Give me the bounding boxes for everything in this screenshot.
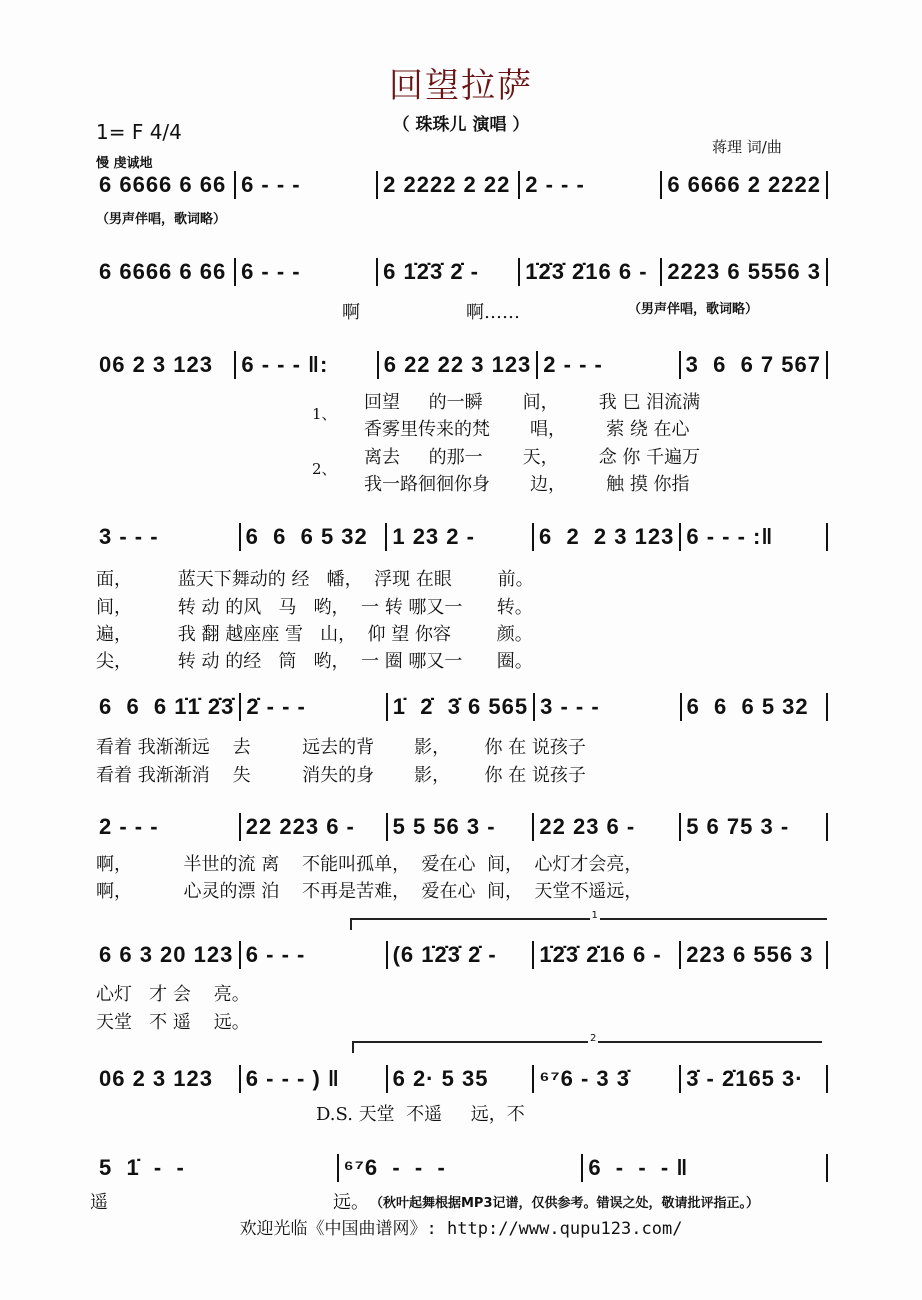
volta-1 [350,910,827,930]
transcriber-credit: （秋叶起舞根据MP3记谱，仅供参考。错误之处，敬请批评指正。） [370,1196,760,1211]
notation-row [94,257,828,287]
measure: 6 2 2 3 123 [539,524,675,549]
lyric-line: 我一路徊徊你身 边， 触 摸 你指 [364,474,690,495]
measure: 6 - - - [241,259,301,284]
measure: 6 1̇2̇3̇ 2̇ - [383,259,479,284]
measure: 2 - - - [525,172,585,197]
lyric-line: 看着 我渐渐消 失 消失的身 影， 你 在 说孩子 [96,765,586,786]
lyric-ah-2: 啊…… [466,302,520,323]
measure: 6 6666 6 66 [99,172,227,197]
measure: 3 - - - [99,524,159,549]
measure: 6 22 22 3 123 [383,352,532,377]
tempo-marking: 慢 虔诚地 [96,156,153,171]
measure: 5 5 56 3 - [392,814,496,839]
measure: 6 - - - ‖ [588,1155,689,1180]
measure: 1̇2̇3̇ 2̇16 6 - [525,259,648,284]
verse-2-label: 2、 [312,460,337,478]
lyric-line: 离去 的那一 天， 念 你 千遍万 [364,447,701,468]
verse-1-label: 1、 [312,405,337,423]
bar-line [826,523,828,551]
measure: 6 6666 2 2222 [667,172,822,197]
volta-2-label: 2 [590,1033,597,1044]
bar-line [826,1154,828,1182]
measure: 06 2 3 123 [99,352,213,377]
measure: 06 2 3 123 [99,1066,213,1091]
male-chorus-note: （男声伴唱，歌词略） [96,212,227,227]
bar-line [826,813,828,841]
key-signature: 1= F 4/4 [96,120,182,144]
lyric-line: 远。 [333,1192,369,1213]
measure: 6 6 3 20 123 [99,942,234,967]
measure: 6 6 6 5 32 [686,694,809,719]
measure: 6 6 6 5 32 [245,524,368,549]
measure: 6 - - - [241,172,301,197]
lyric-ah: 啊 [342,302,360,323]
bar-line [826,693,828,721]
bar-line [826,171,828,199]
notation-row [94,812,828,842]
measure: 6 2· 5 35 [392,1066,489,1091]
notation-row [94,170,828,200]
lyric-line: 间， 转 动 的风 马 哟， 一 转 哪又一 转。 [96,597,533,618]
measure: 2223 6 5556 3 [667,259,822,284]
measure: ⁶⁷6 - 3 3̇ [539,1066,630,1091]
lyric-line: 遥 [90,1192,108,1213]
lyric-line: 啊， 半世的流 离 不能叫孤单， 爱在心 间， 心灯才会亮， [96,854,643,875]
bar-line [826,941,828,969]
song-title: 回望拉萨 [389,66,533,106]
measure: 3 - - - [540,694,600,719]
author: 蒋理 词/曲 [712,138,782,156]
notation-row [94,350,828,380]
measure: 6 6 6 1̇1̇ 2̇3̇ [99,694,235,719]
measure: 6 - - - ) ‖ [245,1066,340,1091]
notation-row [94,940,828,970]
measure: 223 6 556 3 [686,942,814,967]
site-footer: 欢迎光临《中国曲谱网》: http://www.qupu123.com/ [239,1219,683,1239]
measure: 2 2222 2 22 [383,172,511,197]
bar-line [826,1065,828,1093]
lyric-line: 啊， 心灵的漂 泊 不再是苦难， 爱在心 间， 天堂不遥远， [96,881,643,902]
measure: (6 1̇2̇3̇ 2̇ - [392,942,497,967]
notation-row [94,1064,828,1094]
notation-row [94,1153,828,1183]
measure: 1̇2̇3̇ 2̇16 6 - [539,942,662,967]
measure: 2̇ - - - [246,694,306,719]
bar-line [826,258,828,286]
singer: （ 珠珠儿 演唱 ） [392,115,530,135]
notation-row [94,522,828,552]
measure: 6 - - - ‖: [241,352,329,377]
measure: 5 6 75 3 - [686,814,790,839]
lyric-line: 尖， 转 动 的经 筒 哟， 一 圈 哪又一 圈。 [96,651,533,672]
notation-row [94,692,828,722]
measure: 1 23 2 - [392,524,475,549]
measure: 2 - - - [543,352,603,377]
measure: 22 223 6 - [245,814,355,839]
measure: 2 - - - [99,814,159,839]
measure: 5 1̇ - - [99,1155,185,1180]
lyric-line: 回望 的一瞬 间， 我 巳 泪流满 [364,392,701,413]
measure: 22 23 6 - [539,814,636,839]
volta-1-label: 1 [591,910,598,921]
measure: ⁶⁷6 - - - [343,1155,446,1180]
measure: 3 6 6 7 567 [685,352,821,377]
lyric-line: 面， 蓝天下舞动的 经 幡， 浮现 在眼 前。 [96,569,534,590]
lyric-line: 天堂 不 遥 远。 [96,1012,250,1033]
lyric-line: 看着 我渐渐远 去 远去的背 影， 你 在 说孩子 [96,737,586,758]
measure: 6 - - - [245,942,306,967]
measure: 6 6666 6 66 [99,259,227,284]
measure: 3̇ - 2̇165 3· [686,1066,804,1091]
lyric-line: 香雾里传来的梵 唱， 萦 绕 在心 [364,419,690,440]
measure: 6 - - - :‖ [686,524,774,549]
lyric-line: 心灯 才 会 亮。 [96,984,250,1005]
bar-line [826,351,828,379]
measure: 1̇ 2̇ 3̇ 6 565 [392,694,529,719]
lyric-line: 遍， 我 翻 越座座 雪 山， 仰 望 你容 颜。 [96,624,533,645]
lyric-line: D.S. 天堂 不遥 远，不 [316,1104,525,1125]
volta-2 [352,1033,822,1053]
male-chorus-note-2: （男声伴唱，歌词略） [628,302,759,317]
